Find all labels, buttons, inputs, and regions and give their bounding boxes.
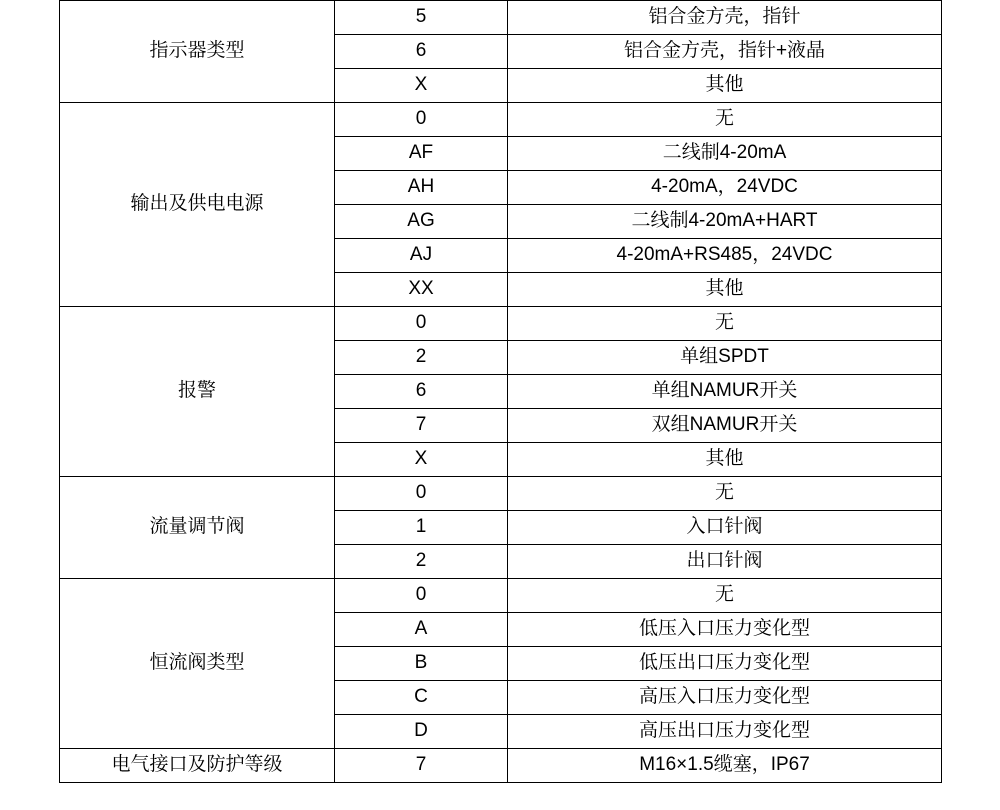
description-cell: 高压入口压力变化型 xyxy=(508,681,942,715)
category-cell: 恒流阀类型 xyxy=(60,579,335,749)
description-cell: M16×1.5缆塞，IP67 xyxy=(508,749,942,783)
code-cell: XX xyxy=(335,273,508,307)
description-cell: 低压出口压力变化型 xyxy=(508,647,942,681)
description-cell: 入口针阀 xyxy=(508,511,942,545)
description-cell: 高压出口压力变化型 xyxy=(508,715,942,749)
code-cell: 0 xyxy=(335,579,508,613)
code-cell: X xyxy=(335,69,508,103)
description-cell: 其他 xyxy=(508,443,942,477)
description-cell: 低压入口压力变化型 xyxy=(508,613,942,647)
description-cell: 无 xyxy=(508,579,942,613)
code-cell: 1 xyxy=(335,511,508,545)
table-row xyxy=(60,579,942,613)
code-cell: 7 xyxy=(335,409,508,443)
code-cell: A xyxy=(335,613,508,647)
description-cell: 双组NAMUR开关 xyxy=(508,409,942,443)
code-cell: D xyxy=(335,715,508,749)
code-cell: AH xyxy=(335,171,508,205)
specification-table xyxy=(59,0,942,783)
description-cell: 无 xyxy=(508,477,942,511)
table-row xyxy=(60,749,942,783)
description-cell: 铝合金方壳，指针 xyxy=(508,1,942,35)
code-cell: 6 xyxy=(335,375,508,409)
table-row xyxy=(60,307,942,341)
description-cell: 铝合金方壳，指针+液晶 xyxy=(508,35,942,69)
description-cell: 二线制4-20mA+HART xyxy=(508,205,942,239)
code-cell: AJ xyxy=(335,239,508,273)
table-row xyxy=(60,477,942,511)
description-cell: 二线制4-20mA xyxy=(508,137,942,171)
category-cell: 报警 xyxy=(60,307,335,477)
description-cell: 单组NAMUR开关 xyxy=(508,375,942,409)
description-cell: 无 xyxy=(508,307,942,341)
category-cell: 电气接口及防护等级 xyxy=(60,749,335,783)
table-body xyxy=(60,1,942,783)
code-cell: 0 xyxy=(335,477,508,511)
description-cell: 无 xyxy=(508,103,942,137)
description-cell: 出口针阀 xyxy=(508,545,942,579)
code-cell: AF xyxy=(335,137,508,171)
category-cell: 流量调节阀 xyxy=(60,477,335,579)
code-cell: 0 xyxy=(335,307,508,341)
code-cell: 5 xyxy=(335,1,508,35)
table-row xyxy=(60,1,942,35)
code-cell: X xyxy=(335,443,508,477)
category-cell: 指示器类型 xyxy=(60,1,335,103)
description-cell: 4-20mA+RS485，24VDC xyxy=(508,239,942,273)
code-cell: B xyxy=(335,647,508,681)
description-cell: 4-20mA，24VDC xyxy=(508,171,942,205)
description-cell: 其他 xyxy=(508,273,942,307)
code-cell: 0 xyxy=(335,103,508,137)
category-cell: 输出及供电电源 xyxy=(60,103,335,307)
description-cell: 单组SPDT xyxy=(508,341,942,375)
description-cell: 其他 xyxy=(508,69,942,103)
code-cell: 6 xyxy=(335,35,508,69)
code-cell: AG xyxy=(335,205,508,239)
code-cell: C xyxy=(335,681,508,715)
code-cell: 7 xyxy=(335,749,508,783)
code-cell: 2 xyxy=(335,545,508,579)
table-row xyxy=(60,103,942,137)
code-cell: 2 xyxy=(335,341,508,375)
